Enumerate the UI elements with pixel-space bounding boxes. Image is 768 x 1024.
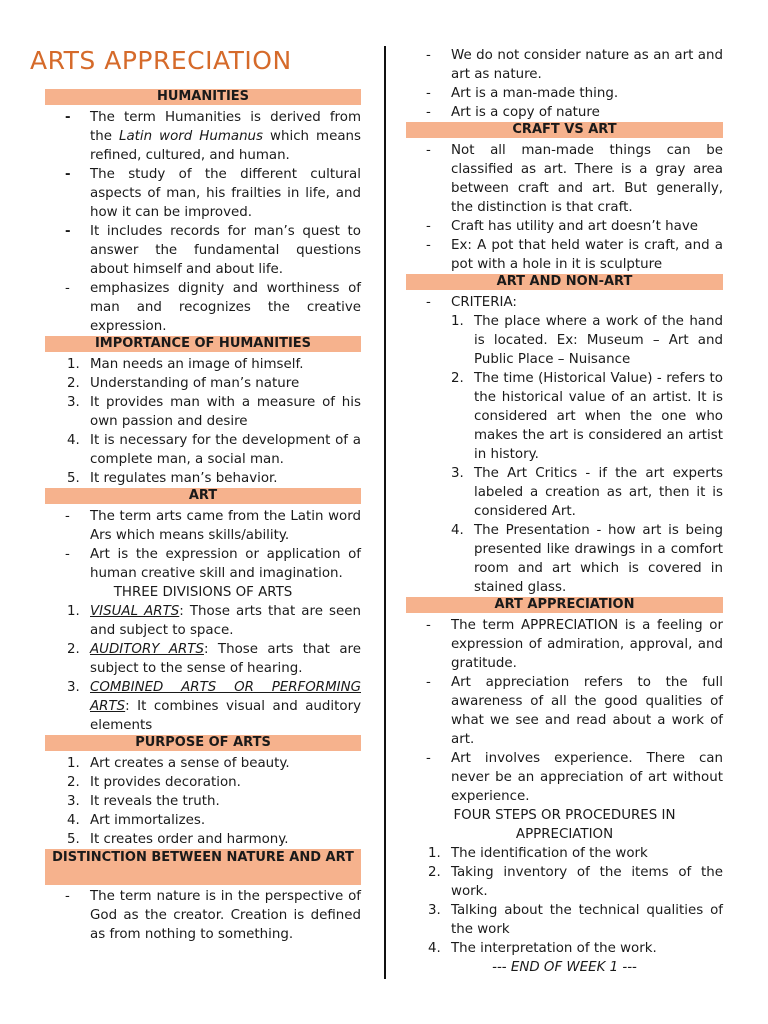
bullet: - — [426, 675, 431, 690]
item-number: 4. — [428, 941, 441, 956]
item-number: 1. — [67, 756, 80, 771]
item-number: 5. — [67, 471, 80, 486]
item-text: : Those arts that are subject to the sense of hearing. — [90, 642, 361, 676]
bullet: - — [426, 618, 431, 633]
list-item — [45, 811, 361, 830]
item-text: The Presentation - how art is being presented like drawings in a comfort room and art which is covered in stained glass. — [474, 523, 723, 595]
list-item — [45, 754, 361, 773]
item-text: Understanding of man’s nature — [90, 376, 300, 391]
item-number: 2. — [451, 371, 464, 386]
item-text: Art appreciation refers to the full awareness of all the good qualities of what we see and read about a work of art. — [451, 675, 723, 747]
list-item — [45, 602, 361, 640]
bullet: - — [426, 105, 431, 120]
bullet: - — [65, 547, 70, 562]
term-visual-arts: VISUAL ARTS — [90, 604, 180, 619]
list-item — [406, 863, 723, 901]
list-item — [406, 46, 723, 84]
list-item — [45, 830, 361, 849]
section-header-art-non-art: ART AND NON-ART — [406, 274, 723, 290]
subheading-four-steps: FOUR STEPS OR PROCEDURES IN — [453, 808, 676, 823]
list-item — [45, 222, 361, 279]
item-text: Not all man-made things can be classified as art. There is a gray area between craft and art. But generally, the distinction is that craft. — [451, 143, 723, 215]
list-item — [406, 103, 723, 122]
list-item — [406, 616, 723, 673]
list-item — [45, 469, 361, 488]
list-item — [45, 773, 361, 792]
item-text: The term Humanities is derived from the — [90, 110, 361, 144]
item-text: Ex: A pot that held water is craft, and a pot with a hole in it is sculpture — [451, 238, 723, 272]
section-header-art: ART — [45, 488, 361, 504]
section-header-art-appreciation: ART APPRECIATION — [406, 597, 723, 613]
item-text: Art creates a sense of beauty. — [90, 756, 290, 771]
item-text: which means refined, cultured, and human. — [90, 129, 361, 163]
item-text: It creates order and harmony. — [90, 832, 289, 847]
list-item — [45, 108, 361, 165]
list-item — [406, 369, 723, 464]
item-number: 1. — [67, 357, 80, 372]
item-text: emphasizes dignity and worthiness of man and recognizes the creative expression. — [90, 281, 361, 334]
bullet: - — [65, 167, 71, 182]
bullet: - — [65, 889, 70, 904]
item-text: : Those arts that are seen and subject to space. — [90, 604, 361, 638]
item-text: Art immortalizes. — [90, 813, 206, 828]
item-text: Taking inventory of the items of the work. — [451, 865, 723, 899]
list-item — [45, 355, 361, 374]
list-item — [406, 464, 723, 521]
item-text: Talking about the technical qualities of the work — [451, 903, 723, 937]
term-combined-arts: COMBINED ARTS OR PERFORMING ARTS — [90, 680, 361, 714]
list-item — [45, 887, 361, 944]
bullet: - — [65, 281, 70, 296]
item-text: It is necessary for the development of a complete man, a social man. — [90, 433, 361, 467]
section-header-humanities: HUMANITIES — [45, 89, 361, 105]
bullet: - — [65, 509, 70, 524]
item-text: Art is a man-made thing. — [451, 86, 619, 101]
bullet: - — [426, 219, 431, 234]
bullet: - — [426, 86, 431, 101]
item-text: Art is the expression or application of human creative skill and imagination. — [90, 547, 361, 581]
item-text: The place where a work of the hand is located. Ex: Museum – Art and Public Place – Nuisance — [474, 314, 723, 367]
section-header-distinction: DISTINCTION BETWEEN NATURE AND ART — [45, 849, 361, 885]
item-number: 2. — [67, 775, 80, 790]
item-text: Art involves experience. There can never be an appreciation of art without experience. — [451, 751, 723, 804]
list-item — [406, 217, 723, 236]
item-number: 3. — [428, 903, 441, 918]
item-text: : It combines visual and auditory elements — [90, 699, 361, 733]
item-text: Art is a copy of nature — [451, 105, 600, 120]
list-item — [406, 84, 723, 103]
item-text: The term APPRECIATION is a feeling or expression of admiration, approval, and gratitude. — [451, 618, 723, 671]
item-text: It includes records for man’s quest to answer the fundamental questions about himself and about life. — [90, 224, 361, 277]
list-item — [406, 844, 723, 863]
item-number: 5. — [67, 832, 80, 847]
list-item — [45, 279, 361, 336]
list-item — [45, 545, 361, 583]
list-item — [406, 521, 723, 597]
list-item — [406, 236, 723, 274]
list-item — [45, 431, 361, 469]
item-text: Craft has utility and art doesn’t have — [451, 219, 698, 234]
item-text: Man needs an image of himself. — [90, 357, 304, 372]
item-number: 2. — [67, 376, 80, 391]
list-item — [406, 749, 723, 806]
bullet: - — [65, 224, 71, 239]
list-item — [406, 293, 723, 312]
list-item — [406, 141, 723, 217]
item-number: 1. — [428, 846, 441, 861]
list-item — [406, 312, 723, 369]
bullet: - — [426, 143, 431, 158]
item-text: It provides man with a measure of his own passion and desire — [90, 395, 361, 429]
list-item — [406, 673, 723, 749]
section-header-importance: IMPORTANCE OF HUMANITIES — [45, 336, 361, 352]
item-text: The interpretation of the work. — [451, 941, 657, 956]
list-item — [45, 792, 361, 811]
item-text: The term nature is in the perspective of God as the creator. Creation is defined as from nothing to something. — [90, 889, 361, 942]
item-number: 4. — [67, 433, 80, 448]
list-item — [45, 678, 361, 735]
item-text: The time (Historical Value) - refers to the historical value of an artist. It is considered art when the one who makes the art is considered an artist in history. — [474, 371, 723, 462]
subheading-three-divisions: THREE DIVISIONS OF ARTS — [113, 585, 293, 600]
subheading-four-steps-2: APPRECIATION — [515, 827, 614, 842]
item-text: It reveals the truth. — [90, 794, 220, 809]
item-text: The term arts came from the Latin word Ars which means skills/ability. — [90, 509, 361, 543]
item-number: 2. — [428, 865, 441, 880]
item-text: We do not consider nature as an art and art as nature. — [451, 48, 723, 82]
item-number: 3. — [67, 794, 80, 809]
list-item — [45, 640, 361, 678]
page-title: ARTS APPRECIATION — [30, 46, 292, 75]
item-text: The Art Critics - if the art experts labeled a creation as art, then it is considered Art. — [474, 466, 723, 519]
item-text: The study of the different cultural aspects of man, his frailties in life, and how it can be improved. — [90, 167, 361, 220]
item-text: It provides decoration. — [90, 775, 241, 790]
list-item — [406, 901, 723, 939]
item-number: 1. — [67, 604, 80, 619]
item-text-italic: Latin word Humanus — [118, 129, 264, 144]
list-item — [406, 939, 723, 958]
item-number: 2. — [67, 642, 80, 657]
end-of-week-note: --- END OF WEEK 1 --- — [492, 960, 637, 975]
item-number: 4. — [67, 813, 80, 828]
item-number: 4. — [451, 523, 464, 538]
item-text: It regulates man’s behavior. — [90, 471, 278, 486]
list-item — [45, 507, 361, 545]
section-header-purpose: PURPOSE OF ARTS — [45, 735, 361, 751]
section-header-craft: CRAFT VS ART — [406, 122, 723, 138]
column-divider — [384, 46, 386, 979]
item-text: CRITERIA: — [451, 295, 517, 310]
bullet: - — [426, 751, 431, 766]
item-text: The identification of the work — [451, 846, 648, 861]
item-number: 3. — [67, 680, 80, 695]
item-number: 3. — [67, 395, 80, 410]
item-number: 1. — [451, 314, 464, 329]
item-number: 3. — [451, 466, 464, 481]
bullet: - — [65, 110, 71, 125]
list-item — [45, 374, 361, 393]
bullet: - — [426, 238, 431, 253]
term-auditory-arts: AUDITORY ARTS — [90, 642, 204, 657]
list-item — [45, 165, 361, 222]
bullet: - — [426, 48, 431, 63]
bullet: - — [426, 295, 431, 310]
list-item — [45, 393, 361, 431]
